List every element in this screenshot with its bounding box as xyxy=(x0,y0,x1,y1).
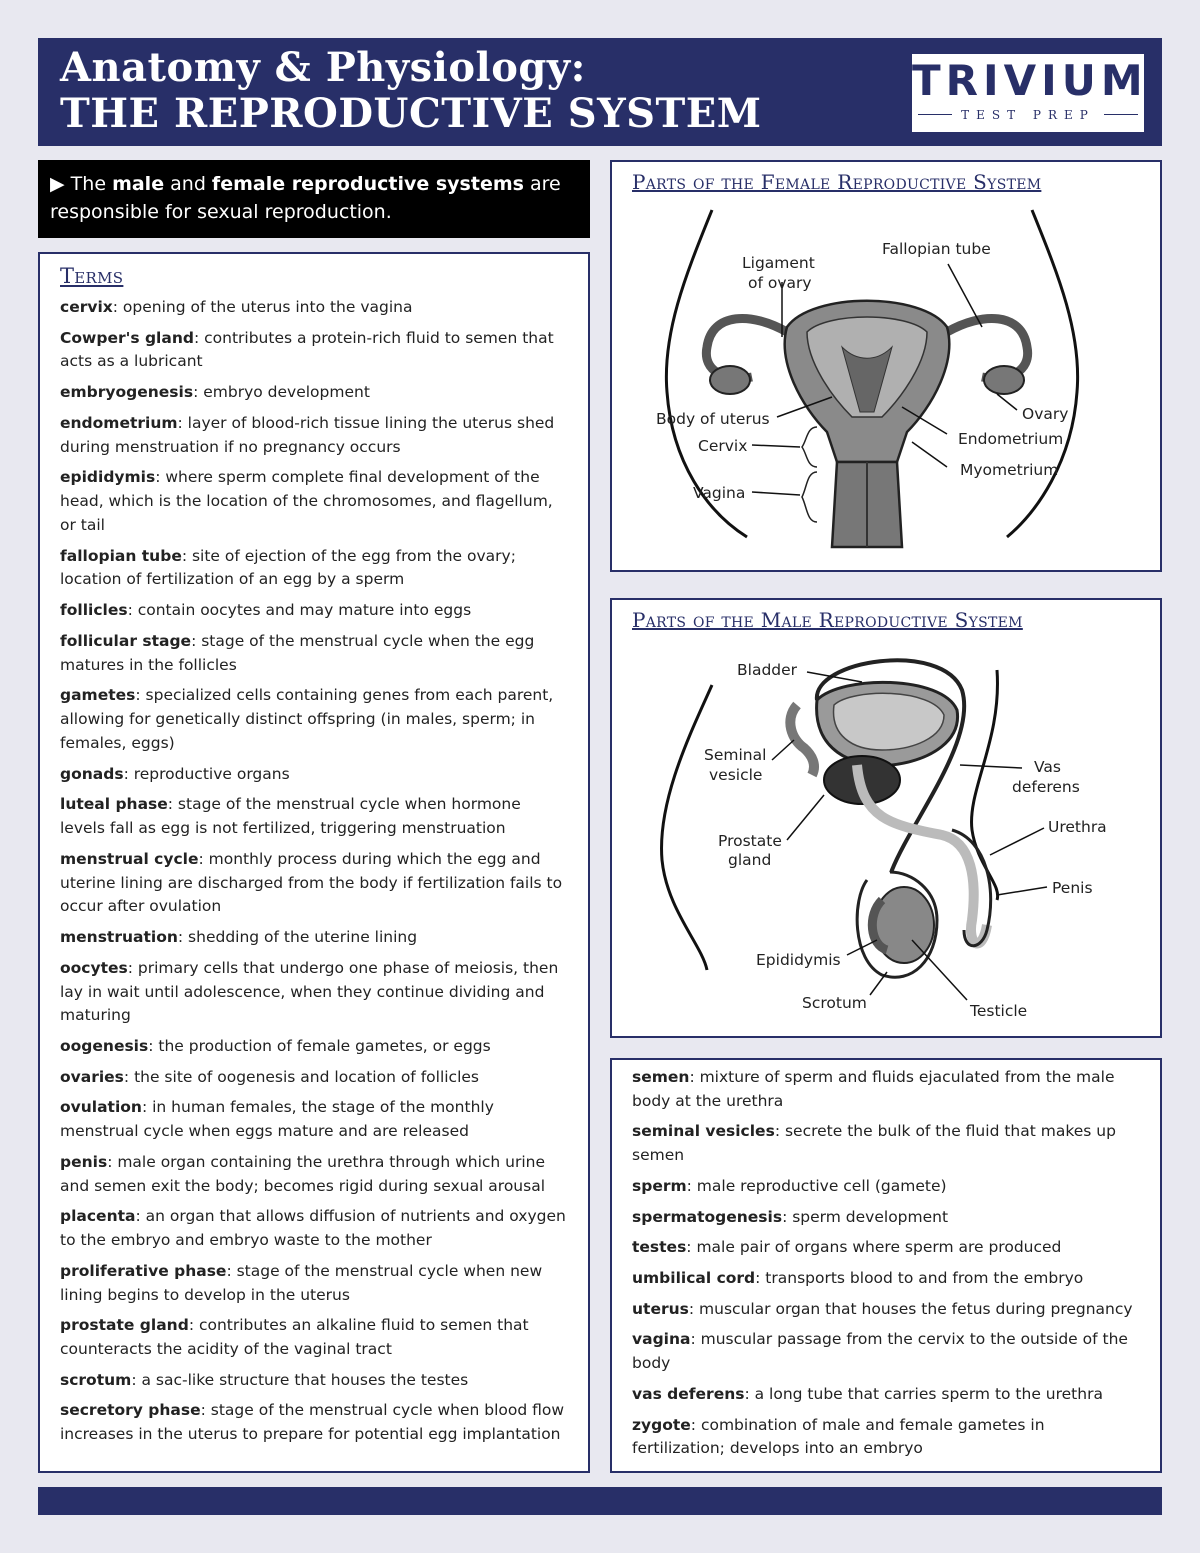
male-diagram-title: Parts of the Male Reproductive System xyxy=(632,608,1023,632)
label-urethra: Urethra xyxy=(1048,818,1107,836)
term-entry xyxy=(60,296,568,320)
term-definition: : a long tube that carries sperm to the urethra xyxy=(744,1384,1103,1403)
term-entry xyxy=(60,1399,568,1447)
term-entry xyxy=(632,1328,1140,1376)
body-outline-back xyxy=(662,685,712,970)
term-definition: : muscular organ that houses the fetus during pregnancy xyxy=(688,1299,1133,1318)
cervix-brace xyxy=(802,427,817,467)
ovary-leader xyxy=(997,394,1017,410)
term-word: proliferative phase xyxy=(60,1261,227,1280)
term-definition: : contributes a protein-rich fluid to semen that acts as a lubricant xyxy=(60,328,554,371)
term-word: follicles xyxy=(60,601,128,620)
term-entry xyxy=(60,1314,568,1362)
term-definition: : reproductive organs xyxy=(123,764,290,783)
terms-list-continued xyxy=(632,1066,1140,1461)
term-word: umbilical cord xyxy=(632,1269,756,1288)
page-header xyxy=(38,38,1162,146)
term-definition: : where sperm complete final development of the head, which is the location of the chromosomes, and flagellum, or tail xyxy=(60,468,553,534)
term-entry xyxy=(60,793,568,841)
term-entry xyxy=(60,630,568,678)
term-definition: : an organ that allows diffusion of nutrients and oxygen to the embryo and embryo waste to the mother xyxy=(60,1207,566,1250)
page-footer-bar xyxy=(38,1487,1162,1515)
intro-text-2: and xyxy=(164,173,212,195)
label-ligament-1: Ligament xyxy=(742,254,815,272)
term-entry xyxy=(632,1414,1140,1462)
term-word: gonads xyxy=(60,764,124,783)
term-word: endometrium xyxy=(60,413,178,432)
term-word: secretory phase xyxy=(60,1401,201,1420)
term-entry xyxy=(60,1096,568,1144)
term-definition: : primary cells that undergo one phase of meiosis, then lay in wait until adolescence, when they continue dividing and maturing xyxy=(60,958,559,1025)
female-diagram-title: Parts of the Female Reproductive System xyxy=(632,170,1042,194)
trivium-logo xyxy=(912,54,1148,132)
term-word: uterus xyxy=(632,1299,689,1318)
label-epididymis: Epididymis xyxy=(756,951,841,969)
page-title-line2: THE REPRODUCTIVE SYSTEM xyxy=(60,90,762,137)
label-vagina: Vagina xyxy=(693,484,746,502)
penis-leader xyxy=(997,887,1047,895)
term-entry xyxy=(632,1298,1140,1322)
term-entry xyxy=(60,1205,568,1253)
logo-rule-left xyxy=(918,114,952,116)
logo-sub-row xyxy=(912,104,1144,123)
cervix-leader xyxy=(752,445,800,447)
term-definition: : secrete the bulk of the fluid that makes up semen xyxy=(632,1122,1116,1165)
term-word: menstrual cycle xyxy=(60,849,199,868)
label-testicle: Testicle xyxy=(970,1002,1028,1020)
term-definition: : stage of the menstrual cycle when the egg matures in the follicles xyxy=(60,631,535,674)
logo-rule-right xyxy=(1104,114,1138,116)
term-definition: : opening of the uterus into the vagina xyxy=(112,298,413,316)
term-entry xyxy=(60,926,568,950)
intro-box xyxy=(38,160,590,238)
intro-text-3: are responsible for sexual reproduction. xyxy=(50,173,561,223)
term-word: zygote xyxy=(632,1415,691,1434)
term-definition: : transports blood to and from the embryo xyxy=(755,1269,1084,1288)
term-word: cervix xyxy=(60,298,113,316)
term-word: Cowper's gland xyxy=(60,328,194,347)
label-cervix: Cervix xyxy=(698,437,748,455)
term-word: follicular stage xyxy=(60,631,192,650)
term-word: sperm xyxy=(632,1176,687,1195)
term-entry xyxy=(60,763,568,787)
term-definition: : male pair of organs where sperm are produced xyxy=(686,1238,1062,1257)
term-definition: : a sac-like structure that houses the testes xyxy=(131,1370,469,1389)
term-word: epididymis xyxy=(60,468,156,487)
term-word: oocytes xyxy=(60,958,128,977)
term-definition: : the production of female gametes, or eggs xyxy=(148,1036,491,1055)
label-prostate-2: gland xyxy=(728,851,772,869)
page-title-line1: Anatomy & Physiology: xyxy=(60,44,586,91)
term-definition: : combination of male and female gametes in fertilization; develops into an embryo xyxy=(632,1415,1045,1458)
term-definition: : stage of the menstrual cycle when blood flow increases in the uterus to prepare for potential egg implantation xyxy=(60,1401,565,1444)
term-definition: : specialized cells containing genes from each parent, allowing for genetically distinct offspring (in males, sperm; in females, eggs) xyxy=(60,686,554,752)
term-word: semen xyxy=(632,1068,690,1086)
term-definition: : muscular passage from the cervix to the outside of the body xyxy=(632,1330,1128,1373)
ovary-right xyxy=(984,366,1024,394)
term-word: gametes xyxy=(60,686,136,705)
term-word: fallopian tube xyxy=(60,546,182,565)
female-diagram-panel xyxy=(610,160,1162,572)
term-definition: : shedding of the uterine lining xyxy=(177,928,418,947)
term-definition: : monthly process during which the egg and uterine lining are discharged from the body if fertilization fails to occur after ovulation xyxy=(60,849,563,916)
term-entry xyxy=(60,957,568,1028)
term-entry xyxy=(60,381,568,405)
term-definition: : embryo development xyxy=(193,383,370,402)
term-entry xyxy=(632,1267,1140,1291)
term-entry xyxy=(632,1383,1140,1407)
term-entry xyxy=(632,1120,1140,1168)
term-word: testes xyxy=(632,1238,687,1257)
term-entry xyxy=(60,848,568,919)
prostate-leader xyxy=(787,795,824,840)
myometrium-leader xyxy=(912,442,947,467)
intro-bold-1: male xyxy=(112,173,165,195)
term-word: embryogenesis xyxy=(60,383,194,402)
term-entry xyxy=(632,1175,1140,1199)
label-vas-1: Vas xyxy=(1034,758,1061,776)
term-word: menstruation xyxy=(60,928,178,947)
vagina-brace xyxy=(802,472,817,522)
term-definition: : sperm development xyxy=(782,1207,949,1226)
term-definition: : mixture of sperm and fluids ejaculated from the male body at the urethra xyxy=(632,1068,1115,1110)
scrotum-leader xyxy=(870,972,887,995)
term-entry xyxy=(632,1066,1140,1114)
label-ovary: Ovary xyxy=(1022,405,1069,423)
label-bladder: Bladder xyxy=(737,661,798,679)
term-word: vas deferens xyxy=(632,1384,745,1403)
term-entry xyxy=(60,1369,568,1393)
label-prostate-1: Prostate xyxy=(718,832,782,850)
arrow-icon: ▶ xyxy=(50,173,65,195)
terms-list xyxy=(60,296,568,1447)
term-entry xyxy=(632,1206,1140,1230)
term-word: luteal phase xyxy=(60,795,168,814)
terms-title: Terms xyxy=(60,264,124,288)
term-definition: : contain oocytes and may mature into eggs xyxy=(127,601,472,620)
label-myometrium: Myometrium xyxy=(960,461,1059,479)
term-word: prostate gland xyxy=(60,1316,189,1335)
term-entry xyxy=(60,1035,568,1059)
terms-panel-continued xyxy=(610,1058,1162,1473)
terms-panel xyxy=(38,252,590,1473)
ovary-left xyxy=(710,366,750,394)
term-word: seminal vesicles xyxy=(632,1122,775,1141)
vagina-leader xyxy=(752,492,800,495)
term-word: oogenesis xyxy=(60,1036,149,1055)
male-diagram-panel xyxy=(610,598,1162,1038)
label-penis: Penis xyxy=(1052,879,1093,897)
term-definition: : in human females, the stage of the monthly menstrual cycle when eggs mature and are released xyxy=(60,1098,494,1141)
term-word: vagina xyxy=(632,1330,691,1349)
term-entry xyxy=(60,412,568,460)
term-entry xyxy=(60,1151,568,1199)
logo-main-text: TRIVIUM xyxy=(912,56,1148,105)
label-fallopian: Fallopian tube xyxy=(882,240,991,258)
term-definition: : the site of oogenesis and location of follicles xyxy=(123,1067,479,1086)
label-body-uterus: Body of uterus xyxy=(656,410,770,428)
testicle-leader xyxy=(912,940,967,1000)
term-entry xyxy=(60,466,568,537)
term-entry xyxy=(60,327,568,375)
term-entry xyxy=(60,684,568,755)
term-definition: : layer of blood-rich tissue lining the uterus shed during menstruation if no pregnancy occurs xyxy=(60,413,555,456)
label-ligament-2: of ovary xyxy=(748,274,812,292)
term-entry xyxy=(60,1066,568,1090)
intro-bold-2: female reproductive systems xyxy=(211,173,524,195)
vas-leader xyxy=(960,765,1022,768)
term-definition: : male organ containing the urethra through which urine and semen exit the body; becomes rigid during sexual arousal xyxy=(60,1152,546,1195)
fallopian-leader xyxy=(948,264,982,327)
term-word: penis xyxy=(60,1152,108,1171)
term-word: spermatogenesis xyxy=(632,1207,783,1226)
term-word: placenta xyxy=(60,1207,136,1226)
term-entry xyxy=(60,599,568,623)
label-vas-2: deferens xyxy=(1012,778,1080,796)
intro-text-1: The xyxy=(70,173,113,195)
term-definition: : stage of the menstrual cycle when new lining begins to develop in the uterus xyxy=(60,1261,543,1304)
term-definition: : contributes an alkaline fluid to semen that counteracts the acidity of the vaginal tract xyxy=(60,1316,529,1359)
label-seminal-2: vesicle xyxy=(709,766,763,784)
term-definition: : stage of the menstrual cycle when hormone levels fall as egg is not fertilized, triggering menstruation xyxy=(60,795,521,838)
label-endometrium: Endometrium xyxy=(958,430,1064,448)
urethra-leader xyxy=(990,828,1044,855)
male-diagram xyxy=(612,600,1159,1035)
term-definition: : site of ejection of the egg from the ovary; location of fertilization of an egg by a sperm xyxy=(60,546,516,589)
term-entry xyxy=(60,545,568,593)
term-entry xyxy=(632,1236,1140,1260)
logo-sub-text: TEST PREP xyxy=(961,108,1095,122)
label-scrotum: Scrotum xyxy=(802,994,867,1012)
label-seminal-1: Seminal xyxy=(704,746,767,764)
term-word: scrotum xyxy=(60,1370,132,1389)
term-word: ovulation xyxy=(60,1098,142,1117)
female-diagram xyxy=(612,162,1159,569)
term-word: ovaries xyxy=(60,1067,124,1086)
term-definition: : male reproductive cell (gamete) xyxy=(686,1176,947,1195)
seminal-leader xyxy=(772,740,794,760)
term-entry xyxy=(60,1260,568,1308)
